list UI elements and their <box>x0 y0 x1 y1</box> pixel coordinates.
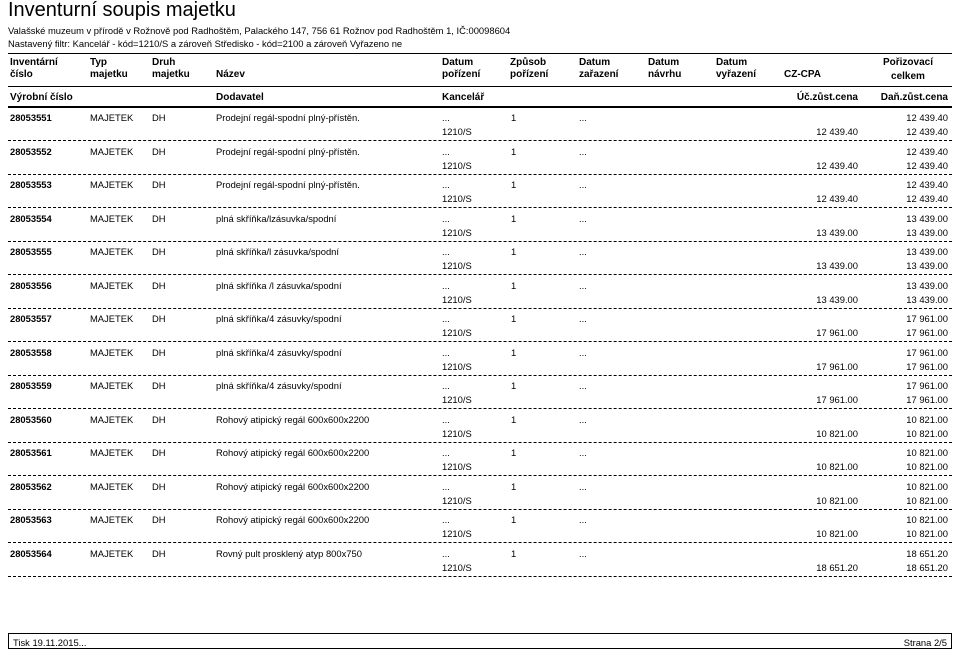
inventory-number: 28053551 <box>10 112 52 123</box>
asset-name: Rohový atipický regál 600x600x2200 <box>216 413 370 425</box>
column-header-inventory-number: Inventární číslo <box>10 57 58 80</box>
asset-record <box>0 512 960 545</box>
acquisition-method: 1 <box>511 480 517 492</box>
record-separator <box>8 475 952 476</box>
acquisition-date: ... <box>442 313 450 324</box>
tax-residual: 13 439.00 <box>906 260 948 271</box>
record-separator <box>8 408 952 409</box>
acquisition-method: 1 <box>511 514 517 525</box>
tax-residual: 17 961.00 <box>906 394 948 405</box>
accounting-residual: 13 439.00 <box>816 226 858 238</box>
inventory-number: 28053560 <box>10 413 52 425</box>
office: 1210/S <box>442 193 472 204</box>
tax-residual: 17 961.00 <box>906 327 948 338</box>
office: 1210/S <box>442 360 472 372</box>
record-separator <box>8 174 952 175</box>
inventory-number: 28053561 <box>10 447 52 458</box>
asset-type: MAJETEK <box>90 246 134 257</box>
inclusion-date: ... <box>579 246 587 257</box>
print-date: Tisk 19.11.2015... <box>13 637 87 648</box>
asset-kind: DH <box>152 212 166 224</box>
office: 1210/S <box>442 293 472 305</box>
acquisition-date: ... <box>442 246 450 257</box>
asset-type: MAJETEK <box>90 112 134 123</box>
office: 1210/S <box>442 561 472 573</box>
acquisition-total: 13 439.00 <box>906 246 948 257</box>
organization-line: Valašské muzeum v přírodě v Rožnově pod Radhoštěm, Palackého 147, 756 61 Rožnov pod Radhoštěm 1, IČ:00098604 <box>8 25 511 36</box>
asset-name: Rohový atipický regál 600x600x2200 <box>216 480 370 492</box>
acquisition-method: 1 <box>511 313 517 324</box>
office: 1210/S <box>442 159 472 171</box>
accounting-residual: 10 821.00 <box>816 528 858 539</box>
column-header-office: Kancelář <box>442 92 485 103</box>
column-header-acquisition-total: Pořizovací celkem <box>882 57 934 82</box>
acquisition-total: 10 821.00 <box>906 413 948 425</box>
record-separator <box>8 341 952 342</box>
office: 1210/S <box>442 260 472 271</box>
tax-residual: 13 439.00 <box>906 293 948 305</box>
acquisition-date: ... <box>442 279 450 291</box>
accounting-residual: 17 961.00 <box>816 327 858 338</box>
asset-record <box>0 345 960 378</box>
accounting-residual: 18 651.20 <box>816 561 858 573</box>
header-rule-top <box>8 53 952 54</box>
record-separator <box>8 542 952 543</box>
record-separator <box>8 207 952 208</box>
asset-type: MAJETEK <box>90 279 134 291</box>
acquisition-total: 12 439.40 <box>906 179 948 190</box>
inclusion-date: ... <box>579 480 587 492</box>
tax-residual: 12 439.40 <box>906 193 948 204</box>
column-header-asset-type: Typ majetku <box>90 57 128 80</box>
asset-type: MAJETEK <box>90 447 134 458</box>
accounting-residual: 10 821.00 <box>816 461 858 472</box>
asset-type: MAJETEK <box>90 413 134 425</box>
record-separator <box>8 274 952 275</box>
inclusion-date: ... <box>579 179 587 190</box>
acquisition-date: ... <box>442 514 450 525</box>
column-header-acquisition-date: Datum pořízení <box>442 57 481 80</box>
inventory-number: 28053564 <box>10 547 52 559</box>
accounting-residual: 10 821.00 <box>816 494 858 506</box>
inventory-number: 28053557 <box>10 313 52 324</box>
asset-name: plná skříňka /l zásuvka/spodní <box>216 279 342 291</box>
column-header-cz-cpa: CZ-CPA <box>784 69 822 80</box>
office: 1210/S <box>442 394 472 405</box>
page-number: Strana 2/5 <box>903 637 947 648</box>
acquisition-total: 17 961.00 <box>906 346 948 358</box>
accounting-residual: 12 439.40 <box>816 193 858 204</box>
acquisition-total: 17 961.00 <box>906 313 948 324</box>
office: 1210/S <box>442 126 472 137</box>
asset-record <box>0 378 960 411</box>
inclusion-date: ... <box>579 145 587 157</box>
asset-type: MAJETEK <box>90 212 134 224</box>
record-separator <box>8 442 952 443</box>
inclusion-date: ... <box>579 346 587 358</box>
column-header-name: Název <box>216 69 245 80</box>
asset-record <box>0 211 960 244</box>
asset-record <box>0 110 960 143</box>
asset-name: Rovný pult prosklený atyp 800x750 <box>216 547 362 559</box>
acquisition-date: ... <box>442 547 450 559</box>
inventory-number: 28053563 <box>10 514 52 525</box>
asset-kind: DH <box>152 480 166 492</box>
asset-kind: DH <box>152 179 166 190</box>
column-header-supplier: Dodavatel <box>216 92 264 103</box>
column-header-serial-number: Výrobní číslo <box>10 92 73 103</box>
asset-record <box>0 144 960 177</box>
asset-name: Prodejní regál-spodní plný-přístěn. <box>216 112 360 123</box>
office: 1210/S <box>442 528 472 539</box>
record-separator <box>8 308 952 309</box>
tax-residual: 17 961.00 <box>906 360 948 372</box>
asset-type: MAJETEK <box>90 179 134 190</box>
acquisition-date: ... <box>442 145 450 157</box>
acquisition-total: 18 651.20 <box>906 547 948 559</box>
inclusion-date: ... <box>579 212 587 224</box>
inventory-number: 28053553 <box>10 179 52 190</box>
inventory-number: 28053554 <box>10 212 52 224</box>
asset-name: Prodejní regál-spodní plný-přístěn. <box>216 179 360 190</box>
asset-name: plná skříňka/l zásuvka/spodní <box>216 246 339 257</box>
accounting-residual: 17 961.00 <box>816 360 858 372</box>
tax-residual: 12 439.40 <box>906 126 948 137</box>
asset-type: MAJETEK <box>90 514 134 525</box>
column-header-inclusion-date: Datum zařazení <box>579 57 619 80</box>
report-title: Inventurní soupis majetku <box>8 0 236 21</box>
column-header-acquisition-method: Způsob pořízení <box>510 57 549 80</box>
accounting-residual: 17 961.00 <box>816 394 858 405</box>
acquisition-date: ... <box>442 447 450 458</box>
asset-name: Prodejní regál-spodní plný-přístěn. <box>216 145 360 157</box>
asset-kind: DH <box>152 313 166 324</box>
asset-record <box>0 445 960 478</box>
acquisition-method: 1 <box>511 246 517 257</box>
tax-residual: 10 821.00 <box>906 461 948 472</box>
asset-type: MAJETEK <box>90 313 134 324</box>
asset-name: plná skříňka/4 zásuvky/spodní <box>216 313 342 324</box>
accounting-residual: 12 439.40 <box>816 126 858 137</box>
acquisition-date: ... <box>442 413 450 425</box>
inclusion-date: ... <box>579 380 587 391</box>
acquisition-total: 10 821.00 <box>906 447 948 458</box>
acquisition-method: 1 <box>511 145 517 157</box>
acquisition-date: ... <box>442 346 450 358</box>
acquisition-date: ... <box>442 380 450 391</box>
asset-type: MAJETEK <box>90 547 134 559</box>
acquisition-method: 1 <box>511 179 517 190</box>
accounting-residual: 13 439.00 <box>816 293 858 305</box>
asset-name: plná skříňka/4 zásuvky/spodní <box>216 346 342 358</box>
acquisition-method: 1 <box>511 346 517 358</box>
asset-name: plná skříňka/lzásuvka/spodní <box>216 212 337 224</box>
office: 1210/S <box>442 494 472 506</box>
asset-name: Rohový atipický regál 600x600x2200 <box>216 514 370 525</box>
asset-kind: DH <box>152 112 166 123</box>
asset-record <box>0 244 960 277</box>
office: 1210/S <box>442 226 472 238</box>
asset-type: MAJETEK <box>90 480 134 492</box>
asset-name: plná skříňka/4 zásuvky/spodní <box>216 380 342 391</box>
asset-record <box>0 412 960 445</box>
acquisition-total: 10 821.00 <box>906 514 948 525</box>
asset-record <box>0 479 960 512</box>
column-header-tax-residual: Daň.zůst.cena <box>880 92 948 103</box>
tax-residual: 18 651.20 <box>906 561 948 573</box>
inventory-number: 28053558 <box>10 346 52 358</box>
asset-record <box>0 311 960 344</box>
filter-line: Nastavený filtr: Kancelář - kód=1210/S a zároveň Středisko - kód=2100 a zároveň Vyřazeno ne <box>8 38 403 49</box>
acquisition-date: ... <box>442 480 450 492</box>
asset-record <box>0 546 960 579</box>
inclusion-date: ... <box>579 514 587 525</box>
acquisition-method: 1 <box>511 447 517 458</box>
acquisition-total: 10 821.00 <box>906 480 948 492</box>
asset-kind: DH <box>152 380 166 391</box>
page-footer <box>8 633 952 649</box>
asset-kind: DH <box>152 413 166 425</box>
office: 1210/S <box>442 461 472 472</box>
asset-kind: DH <box>152 145 166 157</box>
record-separator <box>8 375 952 376</box>
acquisition-total: 12 439.40 <box>906 145 948 157</box>
acquisition-method: 1 <box>511 112 517 123</box>
header-rule-middle <box>8 86 952 87</box>
office: 1210/S <box>442 327 472 338</box>
tax-residual: 10 821.00 <box>906 427 948 439</box>
inclusion-date: ... <box>579 279 587 291</box>
asset-kind: DH <box>152 447 166 458</box>
acquisition-method: 1 <box>511 212 517 224</box>
acquisition-date: ... <box>442 112 450 123</box>
column-header-disposal-date: Datum vyřazení <box>716 57 757 80</box>
header-rule-bottom <box>8 106 952 108</box>
acquisition-method: 1 <box>511 547 517 559</box>
inclusion-date: ... <box>579 313 587 324</box>
asset-kind: DH <box>152 547 166 559</box>
asset-kind: DH <box>152 246 166 257</box>
asset-type: MAJETEK <box>90 346 134 358</box>
asset-record <box>0 177 960 210</box>
tax-residual: 13 439.00 <box>906 226 948 238</box>
inclusion-date: ... <box>579 447 587 458</box>
accounting-residual: 10 821.00 <box>816 427 858 439</box>
acquisition-total: 17 961.00 <box>906 380 948 391</box>
inclusion-date: ... <box>579 547 587 559</box>
inventory-number: 28053555 <box>10 246 52 257</box>
tax-residual: 10 821.00 <box>906 494 948 506</box>
acquisition-date: ... <box>442 212 450 224</box>
record-separator <box>8 576 952 577</box>
inventory-number: 28053556 <box>10 279 52 291</box>
acquisition-total: 13 439.00 <box>906 279 948 291</box>
tax-residual: 10 821.00 <box>906 528 948 539</box>
asset-type: MAJETEK <box>90 145 134 157</box>
record-separator <box>8 140 952 141</box>
office: 1210/S <box>442 427 472 439</box>
accounting-residual: 13 439.00 <box>816 260 858 271</box>
asset-record <box>0 278 960 311</box>
asset-kind: DH <box>152 279 166 291</box>
asset-kind: DH <box>152 514 166 525</box>
inventory-number: 28053562 <box>10 480 52 492</box>
acquisition-method: 1 <box>511 380 517 391</box>
column-header-accounting-residual: Úč.zůst.cena <box>796 92 858 103</box>
acquisition-method: 1 <box>511 413 517 425</box>
asset-type: MAJETEK <box>90 380 134 391</box>
acquisition-total: 13 439.00 <box>906 212 948 224</box>
asset-kind: DH <box>152 346 166 358</box>
column-header-proposal-date: Datum návrhu <box>648 57 682 80</box>
record-separator <box>8 241 952 242</box>
inventory-number: 28053552 <box>10 145 52 157</box>
acquisition-method: 1 <box>511 279 517 291</box>
acquisition-total: 12 439.40 <box>906 112 948 123</box>
accounting-residual: 12 439.40 <box>816 159 858 171</box>
tax-residual: 12 439.40 <box>906 159 948 171</box>
record-separator <box>8 509 952 510</box>
asset-name: Rohový atipický regál 600x600x2200 <box>216 447 370 458</box>
inclusion-date: ... <box>579 112 587 123</box>
inventory-number: 28053559 <box>10 380 52 391</box>
acquisition-date: ... <box>442 179 450 190</box>
inclusion-date: ... <box>579 413 587 425</box>
column-header-asset-kind: Druh majetku <box>152 57 190 80</box>
